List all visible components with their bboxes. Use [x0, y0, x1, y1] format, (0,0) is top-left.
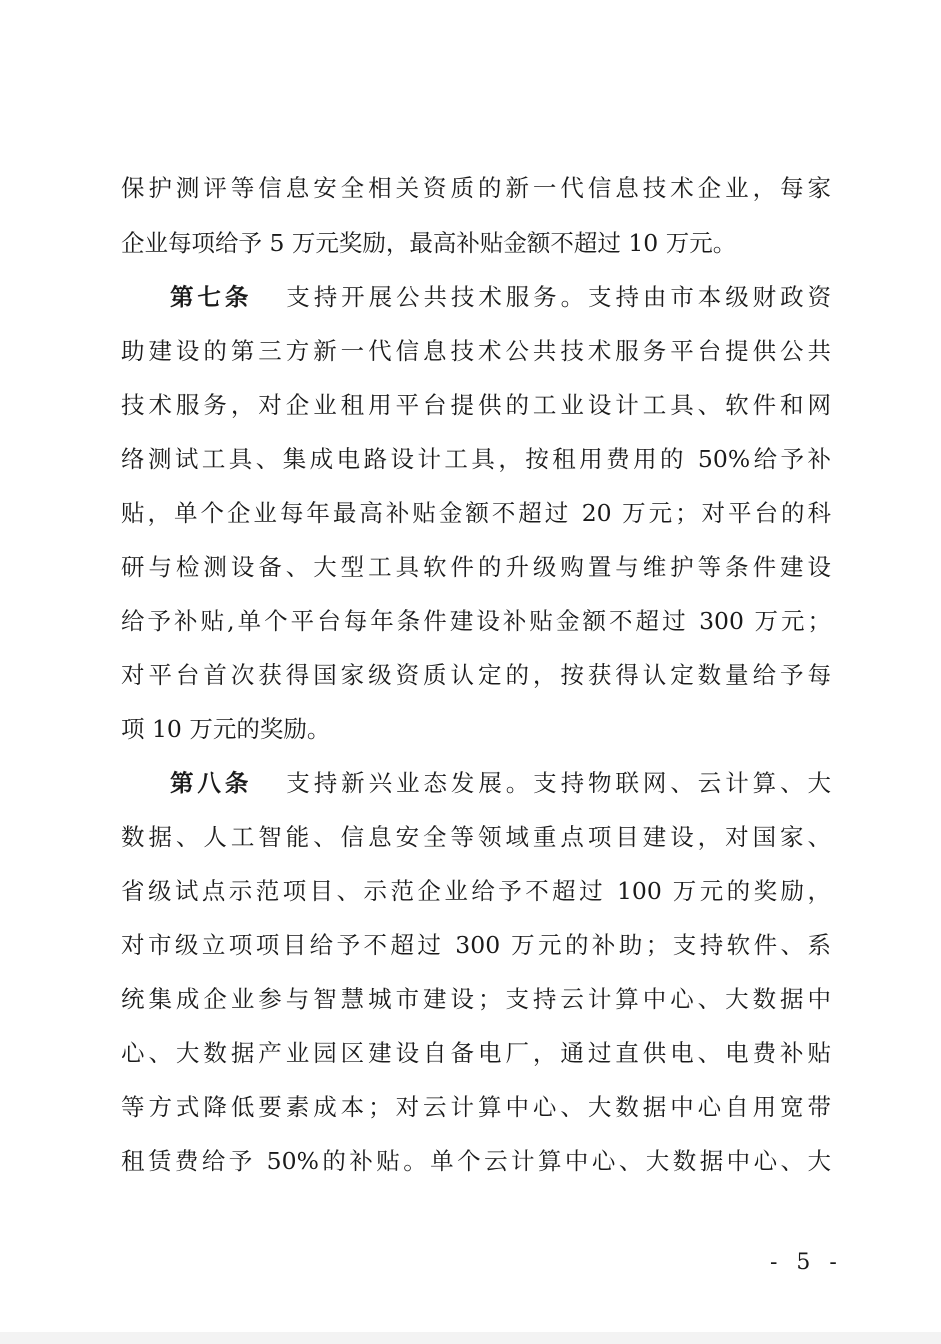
text-line: 技术服务，对企业租用平台提供的工业设计工具、软件和网	[121, 391, 831, 419]
article-8-first-line	[170, 768, 831, 798]
text-line: 络测试工具、集成电路设计工具，按租用费用的 50%给予补	[121, 445, 831, 473]
text-line: 支持开展公共技术服务。支持由市本级财政资	[286, 283, 832, 311]
page-bottom-edge	[0, 1332, 941, 1344]
text-line: 研与检测设备、大型工具软件的升级购置与维护等条件建设	[121, 553, 831, 581]
text-line: 对平台首次获得国家级资质认定的，按获得认定数量给予每	[121, 661, 831, 689]
text-line: 保护测评等信息安全相关资质的新一代信息技术企业，每家	[121, 174, 831, 202]
text-line: 给予补贴,单个平台每年条件建设补贴金额不超过 300 万元；	[121, 607, 831, 635]
article-8-heading: 第八条	[170, 769, 253, 797]
text-line: 等方式降低要素成本；对云计算中心、大数据中心自用宽带	[121, 1093, 831, 1121]
text-line: 对市级立项项目给予不超过 300 万元的补助；支持软件、系	[121, 931, 831, 959]
text-line: 心、大数据产业园区建设自备电厂，通过直供电、电费补贴	[121, 1039, 831, 1067]
text-line: 数据、人工智能、信息安全等领域重点项目建设，对国家、	[121, 823, 831, 851]
text-line: 企业每项给予 5 万元奖励，最高补贴金额不超过 10 万元。	[121, 229, 737, 257]
text-line: 贴，单个企业每年最高补贴金额不超过 20 万元；对平台的科	[121, 499, 831, 527]
text-line: 省级试点示范项目、示范企业给予不超过 100 万元的奖励，	[121, 877, 831, 905]
text-line: 支持新兴业态发展。支持物联网、云计算、大	[286, 769, 832, 797]
article-7-heading: 第七条	[170, 283, 253, 311]
text-line: 统集成企业参与智慧城市建设；支持云计算中心、大数据中	[121, 985, 831, 1013]
text-line: 项 10 万元的奖励。	[121, 715, 331, 743]
text-line: 租赁费给予 50%的补贴。单个云计算中心、大数据中心、大	[121, 1147, 831, 1175]
page-number: - 5 -	[770, 1250, 843, 1275]
article-7-first-line	[170, 282, 831, 312]
text-line: 助建设的第三方新一代信息技术公共技术服务平台提供公共	[121, 337, 831, 365]
